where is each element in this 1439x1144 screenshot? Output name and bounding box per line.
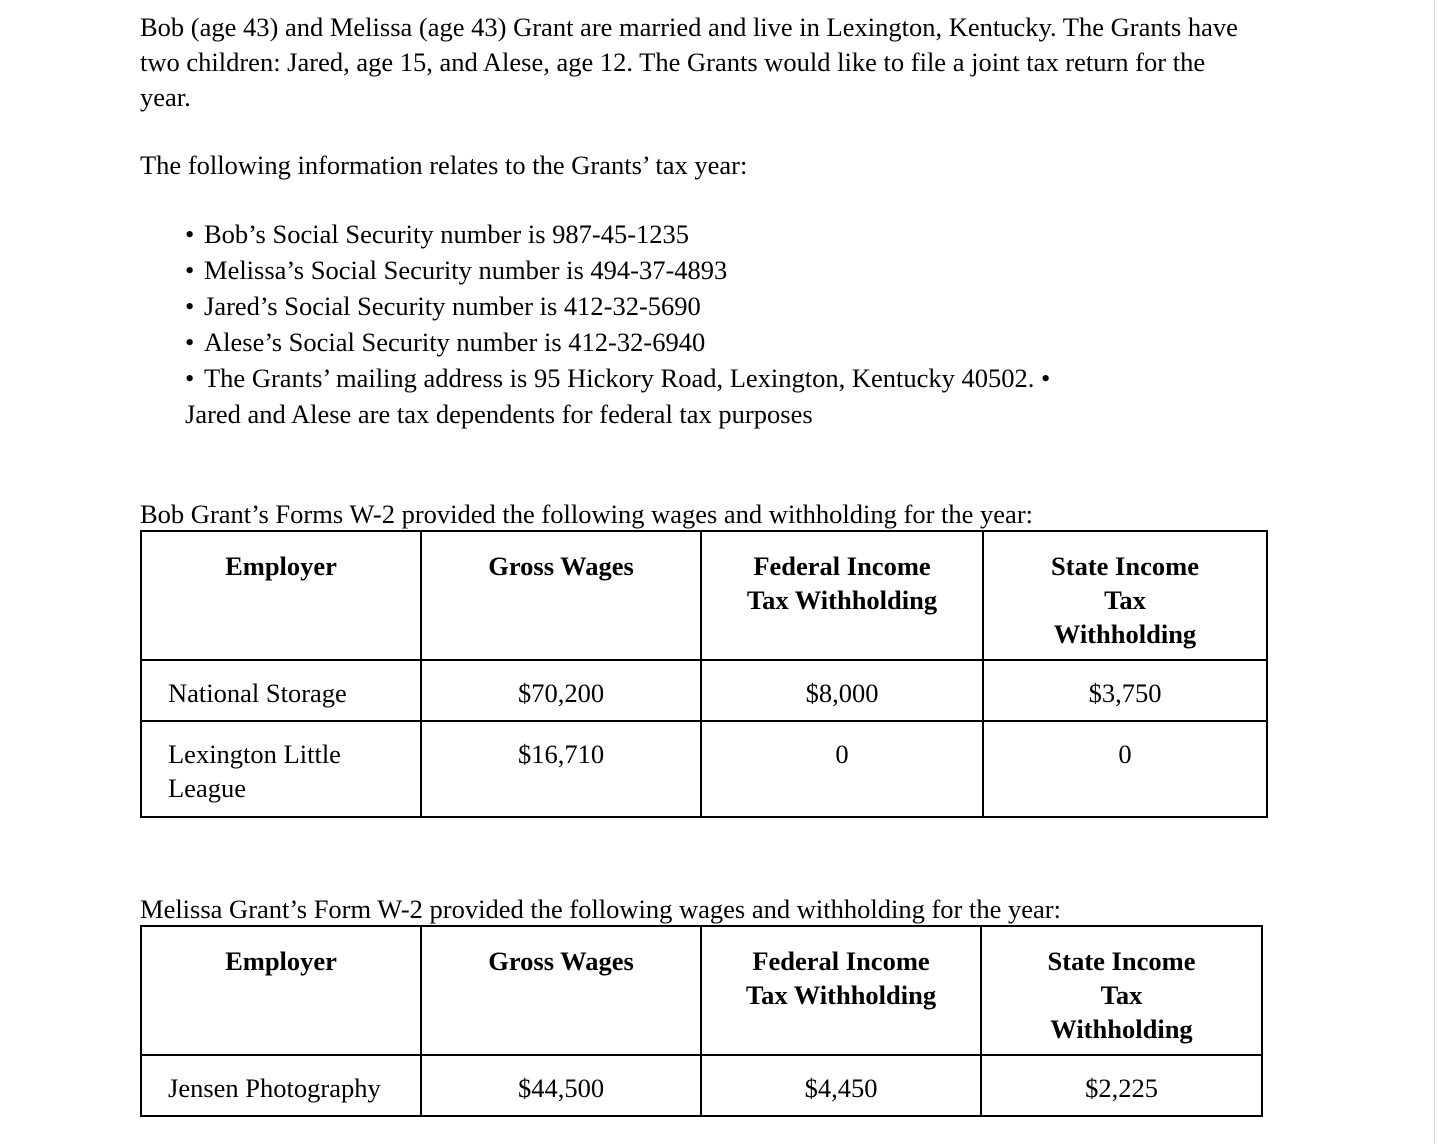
table-row (141, 1055, 1262, 1116)
gross-wages-cell: $70,200 (421, 660, 701, 721)
fact-item (185, 216, 1185, 252)
employer-cell: Jensen Photography (141, 1055, 421, 1116)
gross-wages-cell: $44,500 (421, 1055, 701, 1116)
fact-text: Bob’s Social Security number is 987-45-1235 (204, 219, 690, 249)
employer-cell: Lexington Little League (141, 721, 421, 817)
fact-text: Melissa’s Social Security number is 494-37-4893 (204, 255, 728, 285)
header-gross-wages: Gross Wages (421, 926, 701, 1055)
table-header-row (141, 531, 1267, 660)
table-row (141, 660, 1267, 721)
gross-wages-cell: $16,710 (421, 721, 701, 817)
bullet-glyph: • (1041, 363, 1051, 393)
fact-item (185, 396, 1185, 432)
melissa-w2-caption: Melissa Grant’s Form W-2 provided the following wages and withholding for the year: (140, 894, 1061, 924)
fact-item (185, 360, 1185, 396)
header-employer: Employer (141, 926, 421, 1055)
table-row (141, 721, 1267, 817)
fact-text: Jared and Alese are tax dependents for federal tax purposes (185, 399, 813, 429)
facts-list (185, 216, 1185, 432)
bob-w2-table (140, 530, 1268, 818)
bullet-glyph: • (185, 327, 195, 357)
header-federal-withholding: Federal Income Tax Withholding (701, 531, 983, 660)
table-header-row (141, 926, 1262, 1055)
fact-item (185, 252, 1185, 288)
info-lead-sentence: The following information relates to the Grants’ tax year: (140, 150, 748, 180)
header-federal-withholding: Federal Income Tax Withholding (701, 926, 981, 1055)
bullet-glyph: • (185, 363, 195, 393)
fact-text: Jared’s Social Security number is 412-32-5690 (204, 291, 701, 321)
state-withholding-cell: 0 (983, 721, 1267, 817)
fact-item (185, 324, 1185, 360)
state-withholding-cell: $3,750 (983, 660, 1267, 721)
header-state-withholding: State Income Tax Withholding (983, 531, 1267, 660)
federal-withholding-cell: $8,000 (701, 660, 983, 721)
melissa-w2-table (140, 925, 1263, 1117)
state-withholding-cell: $2,225 (981, 1055, 1262, 1116)
fact-text: Alese’s Social Security number is 412-32-6940 (204, 327, 706, 357)
bullet-glyph: • (185, 291, 195, 321)
header-gross-wages: Gross Wages (421, 531, 701, 660)
intro-paragraph: Bob (age 43) and Melissa (age 43) Grant are married and live in Lexington, Kentucky. The Grants have two children: Jared, age 15, and Alese, age 12. The Grants would like to file a joint tax return for the year. (140, 12, 1238, 112)
bob-w2-caption: Bob Grant’s Forms W-2 provided the following wages and withholding for the year: (140, 499, 1034, 529)
bullet-glyph: • (185, 219, 195, 249)
federal-withholding-cell: $4,450 (701, 1055, 981, 1116)
fact-item (185, 288, 1185, 324)
header-employer: Employer (141, 531, 421, 660)
federal-withholding-cell: 0 (701, 721, 983, 817)
bullet-glyph: • (185, 255, 195, 285)
employer-cell: National Storage (141, 660, 421, 721)
header-state-withholding: State Income Tax Withholding (981, 926, 1262, 1055)
fact-text: The Grants’ mailing address is 95 Hickory Road, Lexington, Kentucky 40502. (204, 363, 1035, 393)
page-edge-rule (1434, 0, 1435, 1144)
